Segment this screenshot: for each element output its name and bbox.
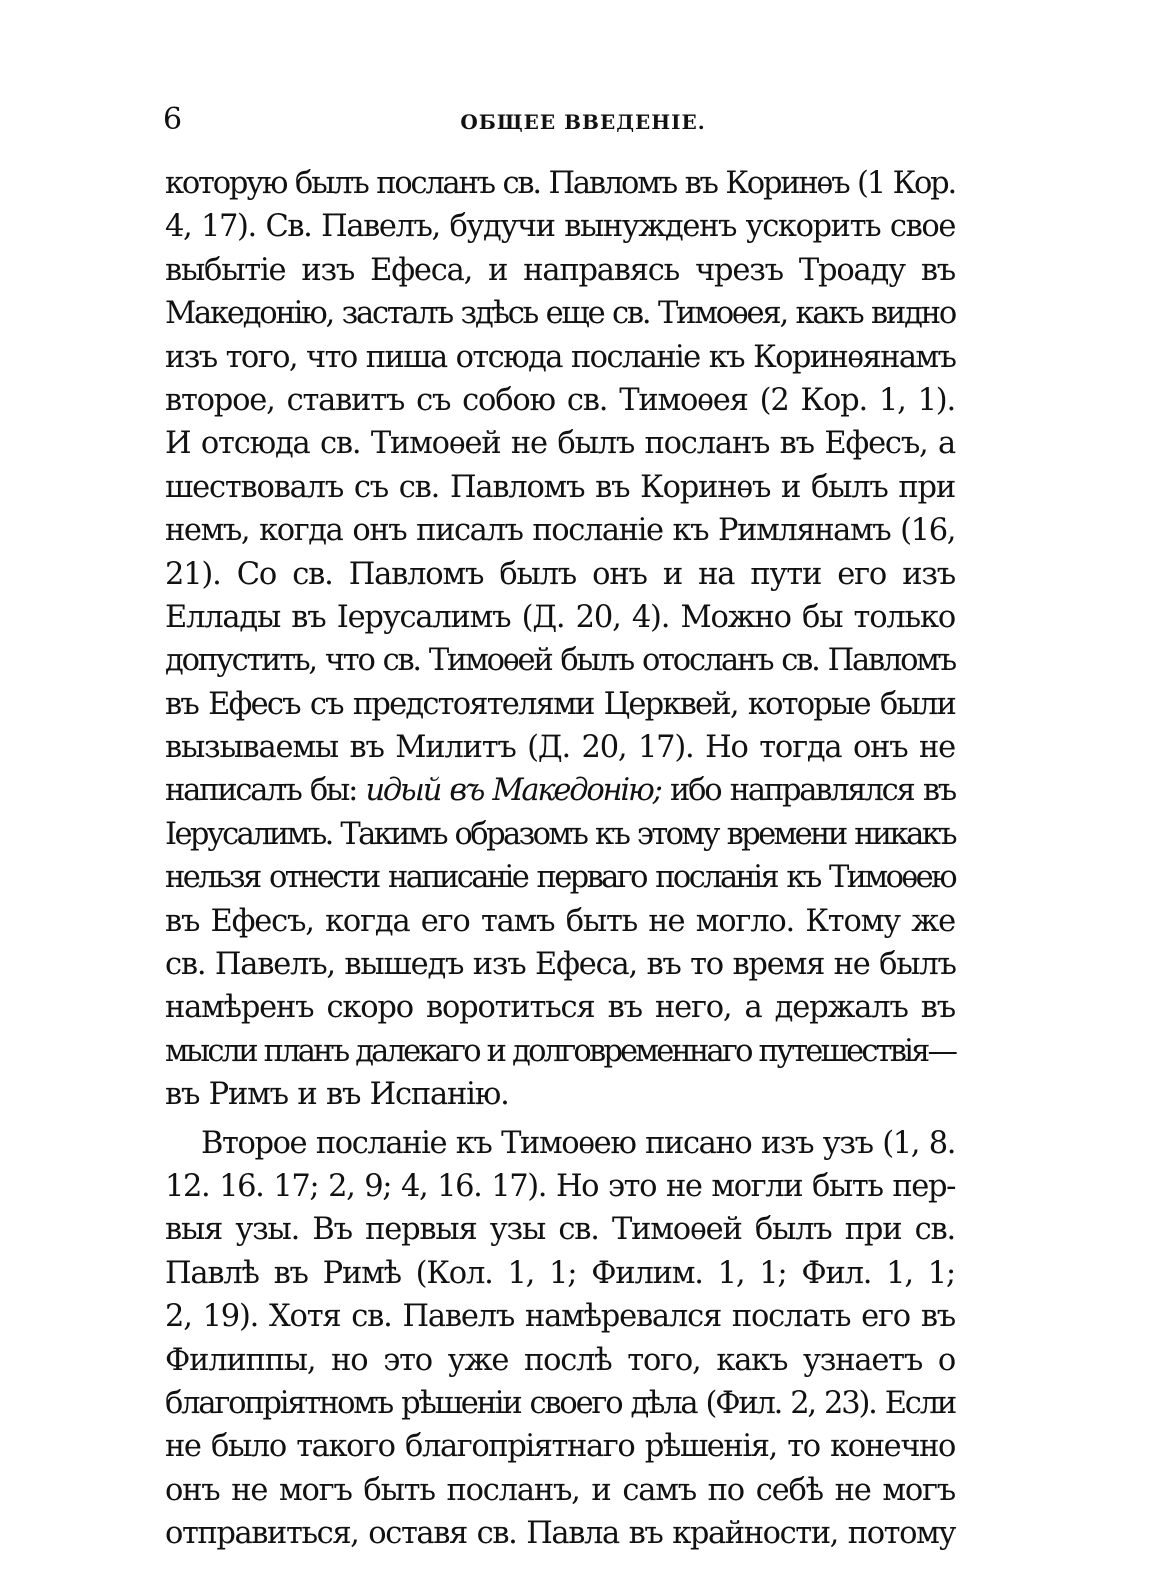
text-line: которую былъ посланъ св. Павломъ въ Коринѳъ (1 Кор.	[165, 166, 955, 201]
text-line: въ Римъ и въ Испанію.	[165, 1077, 509, 1113]
text-line: вызываемы въ Милитъ (Д. 20, 17). Но тогда онъ не	[165, 730, 955, 766]
text-segment: написалъ бы:	[165, 773, 366, 809]
text-line-with-italic	[165, 769, 955, 812]
text-line: не было такого благопріятнаго рѣшенія, то конечно	[165, 1429, 955, 1465]
text-line: Второе посланіе къ Тимоѳею писано изъ узъ (1, 8.	[201, 1125, 955, 1161]
text-line: изъ того, что пиша отсюда посланіе къ Коринѳянамъ	[165, 339, 956, 375]
text-line: Іерусалимъ. Такимъ образомъ къ этому времени никакъ	[165, 816, 955, 852]
text-line: св. Павелъ, вышедъ изъ Ефеса, въ то время не былъ	[165, 947, 956, 983]
text-line: 21). Со св. Павломъ былъ онъ и на пути его изъ	[165, 556, 955, 592]
text-line: выя узы. Въ первыя узы св. Тимоѳей былъ при св.	[165, 1212, 955, 1248]
text-line: допустить, что св. Тимоѳей былъ отосланъ св. Павломъ	[165, 643, 955, 679]
paragraph-2	[165, 1122, 955, 1556]
text-line: второе, ставитъ съ собою св. Тимоѳея (2 Кор. 1, 1).	[165, 382, 955, 418]
text-line: въ Ефесъ съ предстоятелями Церквей, которые были	[165, 686, 955, 722]
text-line: Филиппы, но это уже послѣ того, какъ узнаетъ о	[165, 1342, 955, 1378]
text-line: 12. 16. 17; 2, 9; 4, 16. 17). Но это не могли быть пер-	[165, 1168, 955, 1204]
page-header	[163, 100, 963, 140]
text-line: Еллады въ Іерусалимъ (Д. 20, 4). Можно бы только	[165, 599, 955, 635]
text-segment: ибо направлялся въ	[660, 773, 956, 809]
page-number: 6	[163, 102, 183, 137]
text-line: 2, 19). Хотя св. Павелъ намѣревался послать его въ	[165, 1299, 955, 1335]
paragraph-1	[165, 162, 955, 1117]
text-line: немъ, когда онъ писалъ посланіе къ Римлянамъ (16,	[165, 513, 955, 549]
text-line: нельзя отнести написаніе перваго посланія къ Тимоѳею	[165, 860, 955, 896]
text-line: И отсюда св. Тимоѳей не былъ посланъ въ Ефесъ, а	[165, 426, 955, 462]
text-line: выбытіе изъ Ефеса, и направясь чрезъ Троаду въ	[165, 252, 955, 288]
text-line: благопріятномъ рѣшеніи своего дѣла (Фил. 2, 23). Если	[165, 1385, 955, 1421]
text-line: отправиться, оставя св. Павла въ крайности, потому	[165, 1516, 955, 1552]
text-line: онъ не могъ быть посланъ, и самъ по себѣ не могъ	[165, 1472, 955, 1508]
text-line: 4, 17). Св. Павелъ, будучи вынужденъ ускорить свое	[165, 209, 955, 245]
running-head: ОБЩЕЕ ВВЕДЕНІЕ.	[460, 110, 706, 134]
text-line: Павлѣ въ Римѣ (Кол. 1, 1; Филим. 1, 1; Фил. 1, 1;	[165, 1255, 955, 1291]
text-line: въ Ефесъ, когда его тамъ быть не могло. Ктому же	[165, 903, 955, 939]
text-line: шествовалъ съ св. Павломъ въ Коринѳъ и былъ при	[165, 469, 955, 505]
text-line: Македонію, засталъ здѣсь еще св. Тимоѳея, какъ видно	[165, 296, 955, 332]
italic-quote: идый въ Македонію;	[365, 773, 661, 809]
text-line: мысли планъ далекаго и долговременнаго путешествія—	[165, 1033, 956, 1069]
text-line: намѣренъ скоро воротиться въ него, а держалъ въ	[165, 990, 955, 1026]
body-text	[165, 162, 955, 1556]
